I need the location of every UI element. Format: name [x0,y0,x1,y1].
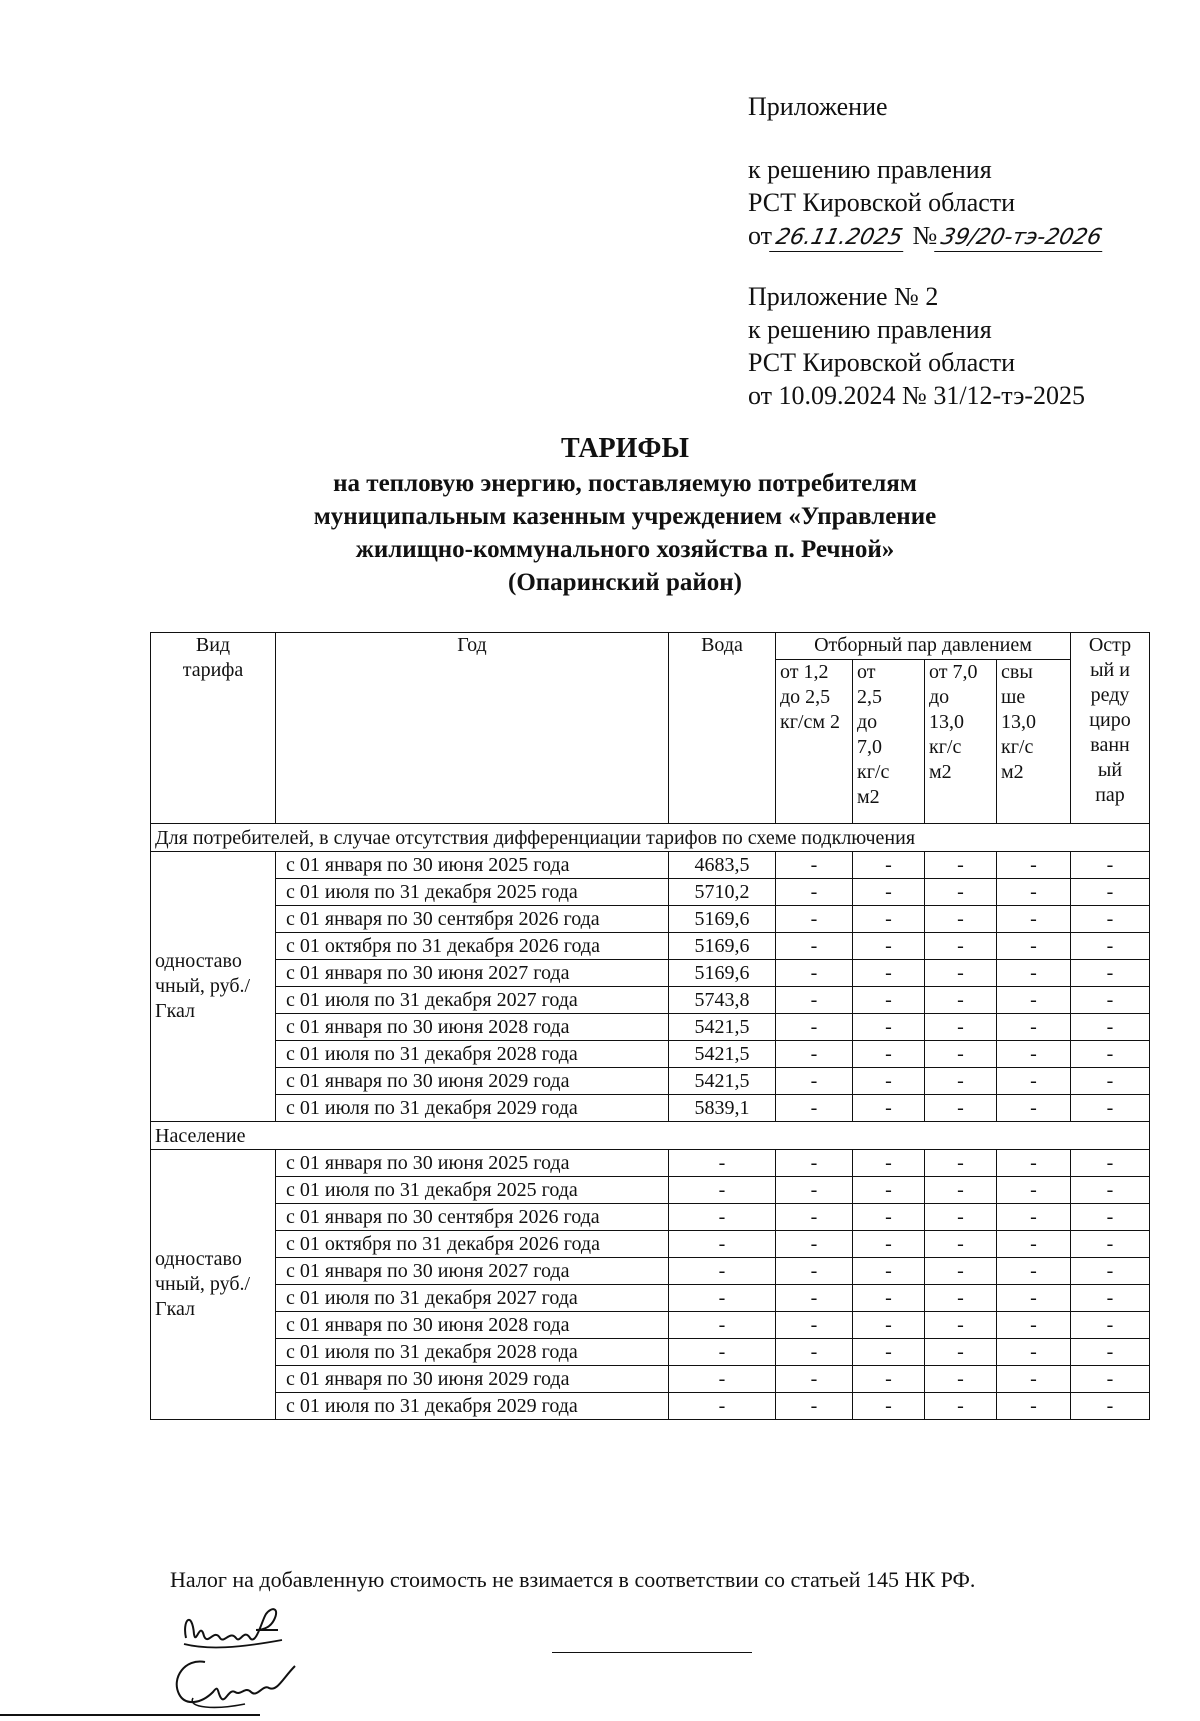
steam-s2-cell: - [853,933,925,960]
steam-s1-cell: - [776,1095,853,1122]
steam-sharp-cell: - [1071,1339,1150,1366]
water-value-cell: - [669,1204,776,1231]
steam-s3-cell: - [925,1150,997,1177]
table-row [151,1393,1150,1420]
section-title: Для потребителей, в случае отсутствия дифференциации тарифов по схеме подключения [151,824,1150,852]
water-value-cell: - [669,1177,776,1204]
steam-s2-cell: - [853,1177,925,1204]
water-value-cell: - [669,1393,776,1420]
steam-s4-cell: - [997,933,1071,960]
steam-s3-cell: - [925,906,997,933]
water-value-cell: - [669,1366,776,1393]
table-row [151,906,1150,933]
steam-s4-cell: - [997,1366,1071,1393]
steam-s4-cell: - [997,1068,1071,1095]
period-cell: с 01 января по 30 июня 2025 года [276,852,669,879]
steam-s3-cell: - [925,1231,997,1258]
tariff-type-cell: одноставочный, руб./Гкал [151,1150,276,1420]
steam-s4-cell: - [997,1041,1071,1068]
header-vid: Вид тарифа [151,633,276,824]
section-title: Население [151,1122,1150,1150]
steam-s2-cell: - [853,1258,925,1285]
table-row [151,1312,1150,1339]
table-row [151,1014,1150,1041]
table-row [151,1231,1150,1258]
page-bottom-rule [0,1714,260,1716]
steam-s3-cell: - [925,1393,997,1420]
header-steam-4: свы ше 13,0 кг/с м2 [997,660,1071,824]
water-value-cell: 5169,6 [669,960,776,987]
steam-s4-cell: - [997,879,1071,906]
period-cell: с 01 июля по 31 декабря 2027 года [276,1285,669,1312]
table-row [151,879,1150,906]
period-cell: с 01 января по 30 сентября 2026 года [276,1204,669,1231]
steam-s2-cell: - [853,906,925,933]
table-row [151,1339,1150,1366]
table-row [151,1204,1150,1231]
steam-s2-cell: - [853,1312,925,1339]
steam-s2-cell: - [853,1339,925,1366]
water-value-cell: - [669,1150,776,1177]
title-line-3: жилищно-коммунального хозяйства п. Речной» [355,536,895,563]
steam-s4-cell: - [997,1393,1071,1420]
decision-reference [748,153,1105,252]
steam-s1-cell: - [776,1041,853,1068]
section-title-row [151,1122,1150,1150]
period-cell: с 01 июля по 31 декабря 2025 года [276,1177,669,1204]
steam-s4-cell: - [997,1285,1071,1312]
steam-sharp-cell: - [1071,1312,1150,1339]
period-cell: с 01 июля по 31 декабря 2025 года [276,879,669,906]
steam-s3-cell: - [925,987,997,1014]
steam-s2-cell: - [853,1285,925,1312]
table-row [151,852,1150,879]
steam-s2-cell: - [853,1204,925,1231]
tariff-type-cell: одноставочный, руб./Гкал [151,852,276,1122]
period-cell: с 01 января по 30 июня 2029 года [276,1068,669,1095]
steam-s1-cell: - [776,1177,853,1204]
water-value-cell: - [669,1285,776,1312]
table-row [151,1041,1150,1068]
steam-s4-cell: - [997,1312,1071,1339]
steam-s1-cell: - [776,879,853,906]
steam-s1-cell: - [776,1285,853,1312]
table-row [151,960,1150,987]
table-row [151,1258,1150,1285]
period-cell: с 01 июля по 31 декабря 2027 года [276,987,669,1014]
steam-s2-cell: - [853,879,925,906]
water-value-cell: - [669,1258,776,1285]
steam-s2-cell: - [853,1231,925,1258]
steam-s3-cell: - [925,1339,997,1366]
period-cell: с 01 июля по 31 декабря 2029 года [276,1095,669,1122]
steam-sharp-cell: - [1071,906,1150,933]
water-value-cell: 5710,2 [669,879,776,906]
period-cell: с 01 октября по 31 декабря 2026 года [276,933,669,960]
decision-line-1: к решению правления [748,155,992,184]
table-row [151,1095,1150,1122]
water-value-cell: 5169,6 [669,906,776,933]
steam-s3-cell: - [925,1312,997,1339]
table-row [151,933,1150,960]
steam-s2-cell: - [853,852,925,879]
period-cell: с 01 января по 30 июня 2027 года [276,1258,669,1285]
steam-s2-cell: - [853,960,925,987]
appendix2-line-1: к решению правления [748,315,992,344]
period-cell: с 01 января по 30 июня 2029 года [276,1366,669,1393]
steam-s4-cell: - [997,1014,1071,1041]
steam-sharp-cell: - [1071,1068,1150,1095]
decision-line-2: РСТ Кировской области [748,188,1016,217]
steam-s2-cell: - [853,1393,925,1420]
signature-2 [165,1648,315,1718]
header-steam-2: от 2,5 до 7,0 кг/с м2 [853,660,925,824]
period-cell: с 01 января по 30 июня 2027 года [276,960,669,987]
steam-sharp-cell: - [1071,1285,1150,1312]
steam-s3-cell: - [925,933,997,960]
steam-s4-cell: - [997,1339,1071,1366]
water-value-cell: - [669,1312,776,1339]
table-row [151,1177,1150,1204]
steam-sharp-cell: - [1071,1041,1150,1068]
document-title [150,432,1100,599]
steam-s3-cell: - [925,1285,997,1312]
steam-sharp-cell: - [1071,987,1150,1014]
steam-s1-cell: - [776,1150,853,1177]
water-value-cell: 5421,5 [669,1041,776,1068]
steam-s4-cell: - [997,852,1071,879]
steam-s1-cell: - [776,906,853,933]
water-value-cell: 4683,5 [669,852,776,879]
steam-sharp-cell: - [1071,852,1150,879]
section-title-row [151,824,1150,852]
steam-s3-cell: - [925,1366,997,1393]
period-cell: с 01 июля по 31 декабря 2029 года [276,1393,669,1420]
steam-sharp-cell: - [1071,933,1150,960]
title-line-1: на тепловую энергию, поставляемую потребителям [333,470,917,497]
steam-sharp-cell: - [1071,1204,1150,1231]
steam-s4-cell: - [997,987,1071,1014]
steam-s3-cell: - [925,879,997,906]
table-row [151,1068,1150,1095]
steam-sharp-cell: - [1071,1095,1150,1122]
steam-s1-cell: - [776,852,853,879]
appendix2-line-3: от 10.09.2024 № 31/12-тэ-2025 [748,381,1086,410]
steam-sharp-cell: - [1071,1150,1150,1177]
steam-s2-cell: - [853,1041,925,1068]
signature-line [552,1652,752,1653]
appendix2-title: Приложение № 2 [748,282,939,311]
steam-s3-cell: - [925,1177,997,1204]
period-cell: с 01 октября по 31 декабря 2026 года [276,1231,669,1258]
title-line-4: (Опаринский район) [508,569,742,596]
water-value-cell: - [669,1339,776,1366]
steam-s1-cell: - [776,1258,853,1285]
water-value-cell: 5839,1 [669,1095,776,1122]
decision-from: от [748,221,773,250]
header-steam-group: Отборный пар давлением [776,633,1071,660]
steam-s2-cell: - [853,1150,925,1177]
appendix-title: Приложение [748,92,888,121]
steam-s2-cell: - [853,1014,925,1041]
steam-s3-cell: - [925,1204,997,1231]
steam-s4-cell: - [997,1231,1071,1258]
steam-s3-cell: - [925,1014,997,1041]
steam-s1-cell: - [776,987,853,1014]
steam-sharp-cell: - [1071,1231,1150,1258]
period-cell: с 01 января по 30 июня 2025 года [276,1150,669,1177]
table-row [151,1366,1150,1393]
steam-s4-cell: - [997,960,1071,987]
steam-s3-cell: - [925,1068,997,1095]
appendix-header [748,90,888,123]
header-row-1 [151,633,1150,660]
table-row [151,1285,1150,1312]
header-sharp-steam: Остр ый и реду циро ванн ый пар [1071,633,1150,824]
steam-s4-cell: - [997,906,1071,933]
steam-s1-cell: - [776,1393,853,1420]
appendix2-line-2: РСТ Кировской области [748,348,1016,377]
decision-date-handwritten: 26.11.2025 [769,225,909,252]
steam-sharp-cell: - [1071,1366,1150,1393]
steam-s3-cell: - [925,852,997,879]
period-cell: с 01 января по 30 сентября 2026 года [276,906,669,933]
decision-number-sign: № [912,221,938,250]
tariffs-table [150,632,1150,1420]
steam-sharp-cell: - [1071,1393,1150,1420]
water-value-cell: 5169,6 [669,933,776,960]
period-cell: с 01 января по 30 июня 2028 года [276,1014,669,1041]
period-cell: с 01 июля по 31 декабря 2028 года [276,1339,669,1366]
steam-s1-cell: - [776,933,853,960]
table-row [151,987,1150,1014]
steam-s1-cell: - [776,960,853,987]
decision-date-number [748,219,1105,252]
header-steam-3: от 7,0 до 13,0 кг/с м2 [925,660,997,824]
vat-note: Налог на добавленную стоимость не взимается в соответствии со статьей 145 НК РФ. [170,1567,976,1592]
steam-sharp-cell: - [1071,879,1150,906]
steam-sharp-cell: - [1071,1258,1150,1285]
water-value-cell: - [669,1231,776,1258]
period-cell: с 01 января по 30 июня 2028 года [276,1312,669,1339]
steam-sharp-cell: - [1071,1014,1150,1041]
steam-s1-cell: - [776,1366,853,1393]
steam-sharp-cell: - [1071,1177,1150,1204]
steam-s3-cell: - [925,1041,997,1068]
steam-s3-cell: - [925,1095,997,1122]
steam-s1-cell: - [776,1014,853,1041]
water-value-cell: 5421,5 [669,1068,776,1095]
steam-s1-cell: - [776,1068,853,1095]
steam-s1-cell: - [776,1339,853,1366]
table-row [151,1150,1150,1177]
appendix2-reference [748,280,1085,412]
steam-s1-cell: - [776,1204,853,1231]
steam-s2-cell: - [853,1366,925,1393]
steam-s2-cell: - [853,1095,925,1122]
water-value-cell: 5421,5 [669,1014,776,1041]
title-line-2: муниципальным казенным учреждением «Управление [313,503,937,530]
steam-s4-cell: - [997,1150,1071,1177]
water-value-cell: 5743,8 [669,987,776,1014]
steam-s1-cell: - [776,1312,853,1339]
steam-s4-cell: - [997,1258,1071,1285]
steam-s3-cell: - [925,1258,997,1285]
period-cell: с 01 июля по 31 декабря 2028 года [276,1041,669,1068]
header-water: Вода [669,633,776,824]
header-steam-1: от 1,2 до 2,5 кг/см 2 [776,660,853,824]
decision-number-handwritten: 39/20-тэ-2026 [934,225,1108,252]
steam-s3-cell: - [925,960,997,987]
steam-s2-cell: - [853,1068,925,1095]
header-year: Год [276,633,669,824]
steam-s4-cell: - [997,1095,1071,1122]
steam-s1-cell: - [776,1231,853,1258]
steam-sharp-cell: - [1071,960,1150,987]
steam-s4-cell: - [997,1177,1071,1204]
steam-s4-cell: - [997,1204,1071,1231]
title-main: ТАРИФЫ [561,433,689,464]
steam-s2-cell: - [853,987,925,1014]
